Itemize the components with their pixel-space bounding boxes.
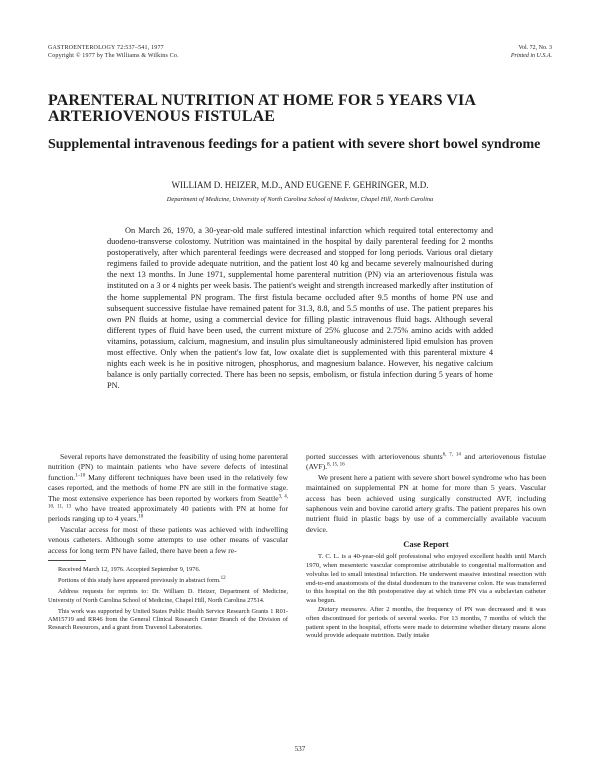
- footnote-funding: This work was supported by United States Public Health Service Research Grants 1 R01-AM15719 and RR46 from the General Clinical Research Center Branch of the Division of Research Resources, and a grant from Travenol Laboratories.: [48, 607, 288, 632]
- footnote-abstract: Portions of this study have appeared previously in abstract form.$^{12}$: [58, 576, 226, 585]
- abstract: On March 26, 1970, a 30-year-old male suffered intestinal infarction which required total enterectomy and duodeno-transverse colostomy. Nutrition was maintained in the hospital by daily parenteral feeding for 2 months postoperatively, after which parenteral feedings were decreased and stopped for long periods. Various oral dietary regimens failed to provide adequate nutrition, and the patient lost 40 kg and became severely malnourished during the next 13 months. In June 1971, supplemental home parenteral nutrition (PN) via an arteriovenous fistula was instituted on a 3 or 4 nights per week basis. The patient's weight and strength increased markedly after institution of the home supplemental PN program. The first fistula became occluded after 9.5 months of home PN use and subsequent successive fistulae have remained patent for 31.3, 8.8, and 5.5 months of use. The patient prepares his own PN fluids at home, using a commercial device for filling plastic intravenous fluid bags. Although several different types of fluid have been used, the current mixture of 25% glucose and 2.75% amino acids with added vitamins, potassium, calcium, magnesium, and insulin plus simultaneously administered lipid emulsion has proven most effective. Only when the patient's low fat, low oxalate diet is supplemented with this parenteral mixture 4 nights each week is he in positive nitrogen, phosphorus, and magnesium balance. However, his negative calcium balance is only partially corrected. There has been no sepsis, embolism, or fistula infection during 5 years of home PN.: [107, 226, 493, 391]
- footnote-divider: [48, 560, 86, 561]
- author-affiliation: Department of Medicine, University of North Carolina School of Medicine, Chapel Hill, North Carolina: [166, 196, 434, 203]
- copyright-line: Copyright © 1977 by The Williams & Wilkins Co.: [48, 52, 179, 59]
- intro-paragraph-3: ported successes with arteriovenous shunts$^{6, 7, 14}$ and arteriovenous fistulae (AVF).$^{8, 15, 16}$: [306, 452, 547, 472]
- reference-citation: 1–10: [75, 473, 86, 479]
- reference-citation: 10: [138, 514, 144, 520]
- reference-citation: 3, 4, 10, 11, 13: [48, 494, 289, 510]
- case-paragraph-1: T. C. L. is a 40-year-old golf professional who enjoyed excellent health until March 1970, when mesenteric vascular compromise attributable to congenital malformation and volvulus led to small intestinal infarction. He underwent massive intestinal resection with end-to-end anastomosis of the distal duodenum to the transverse colon. He was transferred to this hospital on the 8th postoperative day at which time PN via a subclavian catheter was begun.: [306, 553, 546, 605]
- case-report-text: [306, 553, 546, 641]
- article-title: PARENTERAL NUTRITION AT HOME FOR 5 YEARS VIA ARTERIOVENOUS FISTULAE: [48, 92, 476, 125]
- right-column: [306, 452, 546, 641]
- footnote-address: Address requests for reprints to: Dr. William D. Heizer, Department of Medicine, University of North Carolina School of Medicine, Chapel Hill, North Carolina 27514.: [48, 588, 288, 604]
- volume-number: Vol. 72, No. 3: [518, 45, 552, 51]
- printed-in: Printed in U.S.A.: [510, 52, 552, 59]
- reference-citation: 8, 15, 16: [327, 462, 345, 468]
- reference-citation: 6, 7, 14: [442, 452, 461, 458]
- footnote-received: Received March 12, 1976. Accepted September 9, 1976.: [58, 566, 201, 574]
- journal-citation: GASTROENTEROLOGY 72:537–541, 1977: [48, 45, 164, 51]
- reference-citation: 12: [220, 576, 226, 582]
- running-head-left: [48, 45, 179, 60]
- running-head-right: [511, 45, 552, 60]
- intro-paragraph-4: We present here a patient with severe short bowel syndrome who has been maintained on supplemental PN at home for more than 5 years. Vascular access has been achieved using surgically constructed AVF, including saphenous vein and bovine carotid artery grafts. The patient prepares his own nutrient fluid in plastic bags by use of a commercially available vacuum device.: [306, 472, 546, 534]
- intro-paragraph-1: Several reports have demonstrated the feasibility of using home parenteral nutrition (PN) to maintain patients who have severe defects of intestinal function.$^{1-10}$ Many different techniques have been used in the relatively few cases reported, and the methods of home PN are still in the formative stage. The most extensive experience has been reported by workers from Seattle$^{3, 4, 10, 11, 13}$ who have treated approximately 40 patients with PN at home for periods ranging up to 4 years.$^{10}$: [48, 452, 289, 524]
- run-in-heading: Dietary measures.: [318, 606, 368, 614]
- footnotes: [48, 566, 288, 632]
- article-subtitle: Supplemental intravenous feedings for a patient with severe short bowel syndrome: [48, 137, 541, 152]
- left-column: [48, 452, 288, 635]
- page-number: 537: [294, 745, 306, 753]
- author-line: WILLIAM D. HEIZER, M.D., AND EUGENE F. GEHRINGER, M.D.: [171, 180, 429, 190]
- case-paragraph-2: Dietary measures. After 2 months, the frequency of PN was decreased and it was often discontinued for periods of several weeks. For 13 months, 7 months of which the patient spent in the hospital, efforts were made to determine whether dietary means alone would provide adequate nutrition. Daily intake: [306, 606, 546, 640]
- intro-paragraph-2: Vascular access for most of these patients was achieved with indwelling venous catheters. Although some attempts to use other means of vascular access for long term PN have failed, there have been a few re-: [48, 524, 288, 555]
- section-heading-case-report: Case Report: [403, 539, 449, 550]
